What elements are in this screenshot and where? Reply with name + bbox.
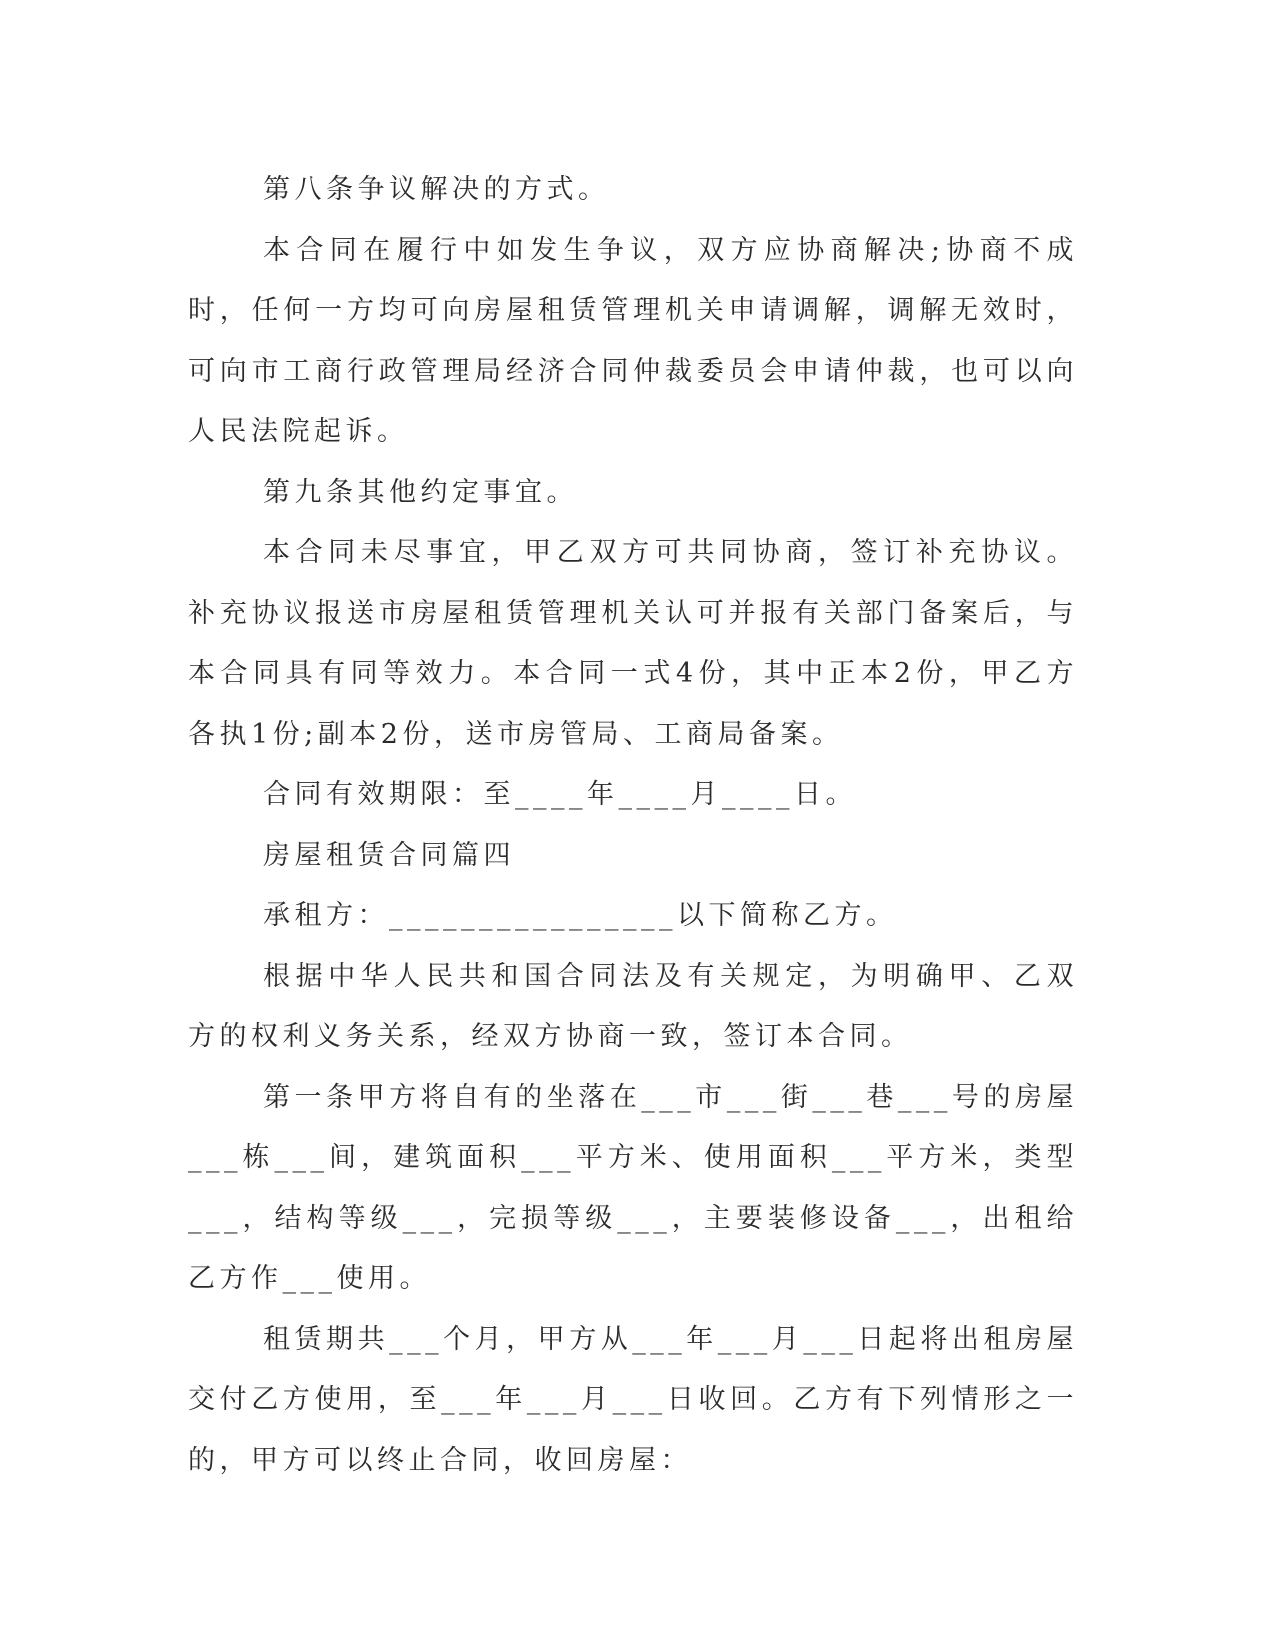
section-title: 房屋租赁合同篇四 (263, 839, 515, 871)
lessee-line: 承租方：________________以下简称乙方。 (263, 900, 898, 931)
article-9-text: 本合同未尽事宜，甲乙双方可共同协商，签订补充协议。补充协议报送市房屋租赁管理机关认可并报有关部门备案后，与本合同具有同等效力。本合同一式4份，其中正本2份，甲乙方各执1份;副本2份，送市房管局、工商局备案。 (188, 537, 1078, 750)
document-body (188, 160, 1078, 1491)
article-9-heading: 第九条其他约定事宜。 (263, 476, 578, 508)
preamble: 根据中华人民共和国合同法及有关规定，为明确甲、乙双方的权利义务关系，经双方协商一致，签订本合同。 (188, 960, 1078, 1052)
lease-term-text: 租赁期共___个月，甲方从___年___月___日起将出租房屋交付乙方使用，至___年___月___日收回。乙方有下列情形之一的，甲方可以终止合同，收回房屋： (188, 1323, 1078, 1476)
article-8-text: 本合同在履行中如发生争议，双方应协商解决;协商不成时，任何一方均可向房屋租赁管理机关申请调解，调解无效时，可向市工商行政管理局经济合同仲裁委员会申请仲裁，也可以向人民法院起诉。 (188, 234, 1078, 447)
contract-validity: 合同有效期限：至____年____月____日。 (263, 779, 857, 810)
article-8-heading: 第八条争议解决的方式。 (263, 174, 610, 205)
article-1-text: 第一条甲方将自有的坐落在___市___街___巷___号的房屋___栋___间，建筑面积___平方米、使用面积___平方米，类型___，结构等级___，完损等级___，主要装修设备___，出租给乙方作___使用。 (188, 1081, 1078, 1294)
